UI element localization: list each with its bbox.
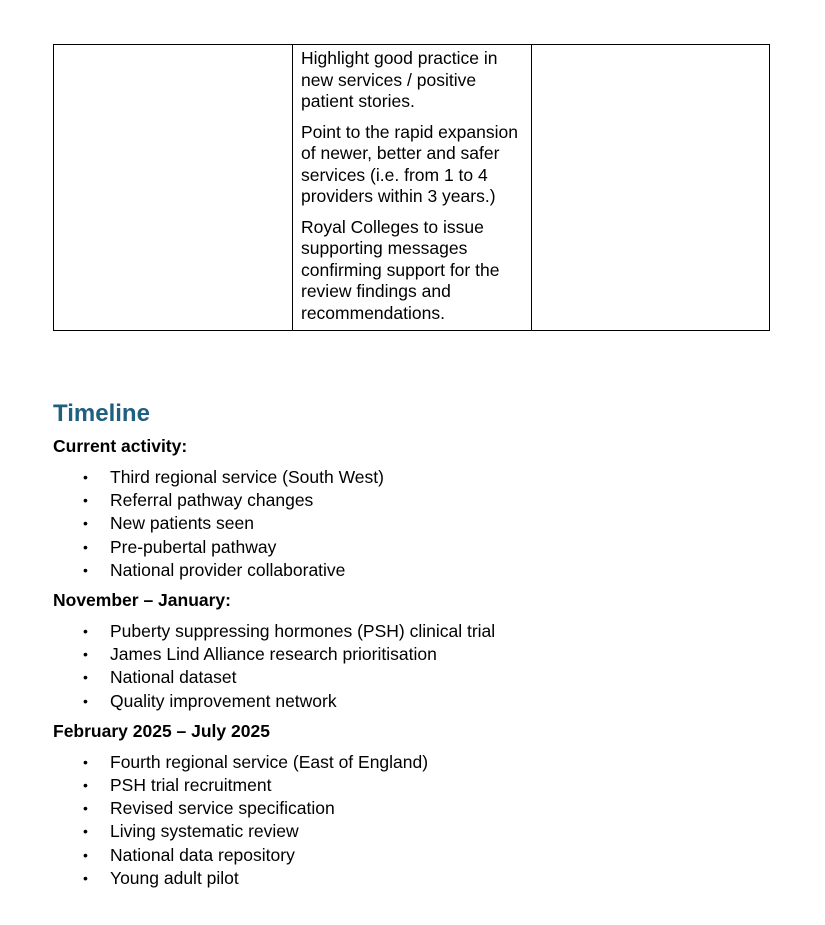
list-item: • James Lind Alliance research prioritisation bbox=[53, 643, 773, 666]
table-cell-empty-left bbox=[54, 45, 293, 331]
list-item: • Pre-pubertal pathway bbox=[53, 536, 773, 559]
timeline-section bbox=[53, 398, 773, 896]
list-item: • National data repository bbox=[53, 844, 773, 867]
actions-table bbox=[53, 44, 770, 331]
list-item: • Quality improvement network bbox=[53, 690, 773, 713]
current-activity-list bbox=[53, 466, 773, 582]
bullet-icon: • bbox=[83, 469, 88, 485]
section-title-current: Current activity: bbox=[53, 436, 188, 456]
list-item: • New patients seen bbox=[53, 512, 773, 535]
bullet-icon: • bbox=[83, 515, 88, 532]
timeline-heading: Timeline bbox=[53, 400, 150, 427]
bullet-icon: • bbox=[83, 823, 88, 840]
cell-paragraph: Point to the rapid expansion of newer, better and safer services (i.e. from 1 to 4 providers within 3 years.) bbox=[301, 121, 518, 206]
list-item: • Revised service specification bbox=[53, 797, 773, 820]
table-cell-actions bbox=[293, 45, 532, 331]
bullet-icon: • bbox=[83, 646, 88, 663]
list-item: • Referral pathway changes bbox=[53, 489, 773, 512]
bullet-icon: • bbox=[83, 492, 88, 509]
bullet-icon: • bbox=[83, 623, 88, 640]
bullet-icon: • bbox=[83, 869, 88, 886]
list-item: • Living systematic review bbox=[53, 820, 773, 843]
bullet-icon: • bbox=[83, 561, 88, 578]
list-item: • Young adult pilot bbox=[53, 867, 773, 890]
list-item: • National provider collaborative bbox=[53, 559, 773, 582]
feb-jul-2025-list bbox=[53, 751, 773, 890]
list-item: • National dataset bbox=[53, 666, 773, 689]
section-title-nov-jan: November – January: bbox=[53, 590, 231, 611]
bullet-icon: • bbox=[83, 753, 88, 770]
section-title-feb-jul-2025: February 2025 – July 2025 bbox=[53, 720, 270, 741]
bullet-icon: • bbox=[83, 692, 88, 709]
cell-paragraph: Highlight good practice in new services / positive patient stories. bbox=[301, 48, 498, 111]
table-cell-empty-right bbox=[532, 45, 770, 331]
bullet-icon: • bbox=[83, 538, 88, 555]
bullet-icon: • bbox=[83, 777, 88, 794]
nov-jan-list bbox=[53, 620, 773, 713]
list-item: • Puberty suppressing hormones (PSH) clinical trial bbox=[53, 620, 773, 643]
bullet-icon: • bbox=[83, 669, 88, 686]
list-item: • PSH trial recruitment bbox=[53, 774, 773, 797]
list-item: • Third regional service (South West) bbox=[53, 466, 773, 489]
cell-paragraph: Royal Colleges to issue supporting messages confirming support for the review findings and recommendations. bbox=[301, 216, 500, 323]
list-item: • Fourth regional service (East of England) bbox=[53, 751, 773, 774]
table-row bbox=[54, 45, 770, 331]
bullet-icon: • bbox=[83, 800, 88, 817]
bullet-icon: • bbox=[83, 846, 88, 863]
